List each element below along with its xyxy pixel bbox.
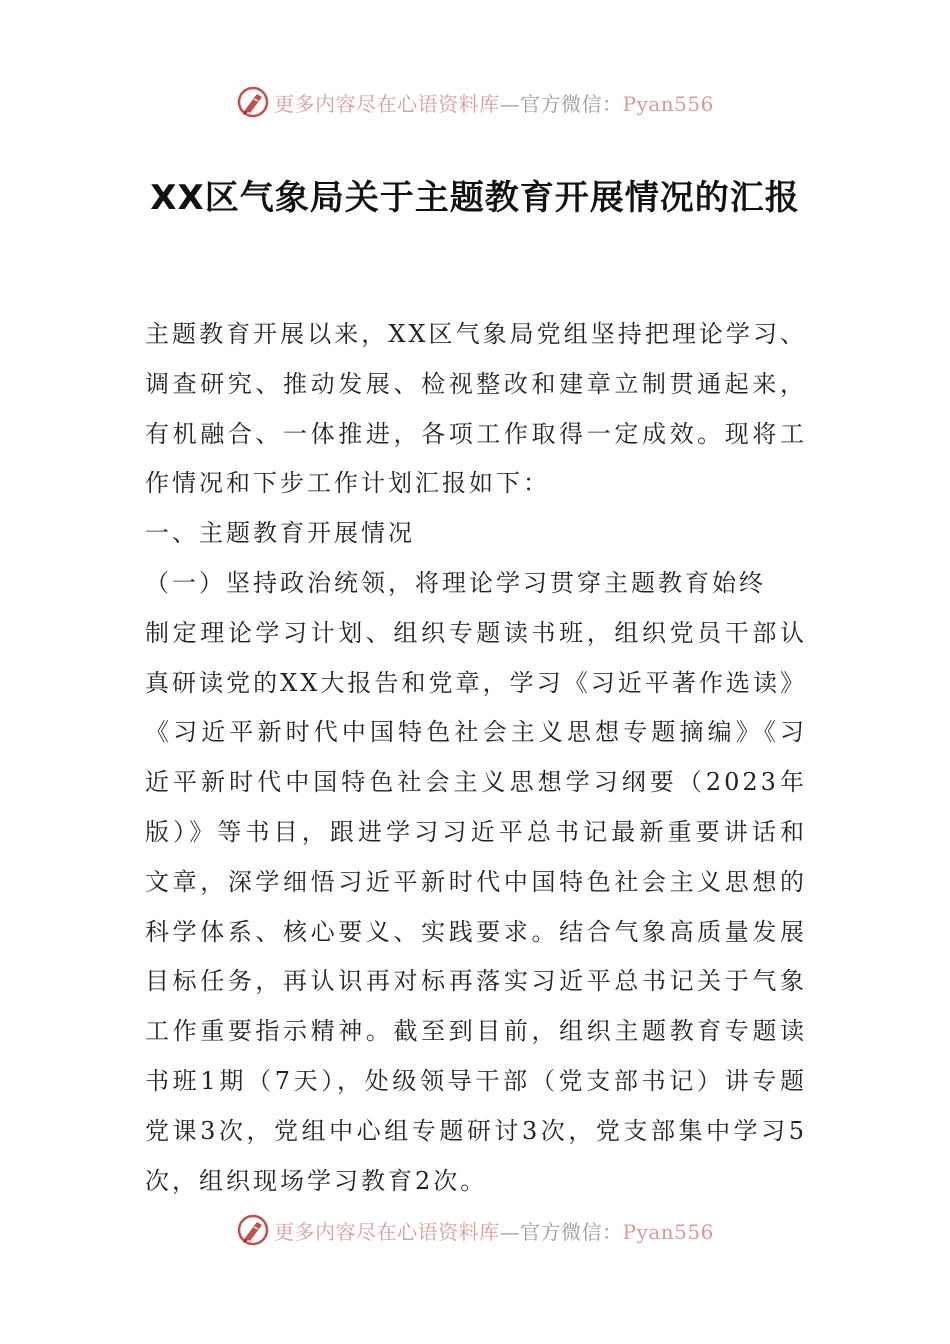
watermark-wechat-id: Pyan556 <box>622 91 714 116</box>
document-title: XX区气象局关于主题教育开展情况的汇报 <box>150 178 800 218</box>
header-watermark <box>0 82 950 122</box>
watermark-contact: —官方微信： <box>499 1219 623 1244</box>
footer-watermark <box>0 1210 950 1250</box>
document-body <box>145 310 807 1206</box>
watermark-contact: —官方微信： <box>499 91 623 116</box>
intro-paragraph: 主题教育开展以来，XX区气象局党组坚持把理论学习、调查研究、推动发展、检视整改和建章立制贯通起来，有机融合、一体推进，各项工作取得一定成效。现将工作情况和下步工作计划汇报如下： <box>145 320 807 498</box>
pen-nib-logo-icon <box>236 1213 270 1247</box>
body-paragraph: 制定理论学习计划、组织专题读书班，组织党员干部认真研读党的XX大报告和党章，学习《习近平著作选读》《习近平新时代中国特色社会主义思想专题摘编》《习近平新时代中国特色社会主义思想学习纲要（2023年版）》等书目，跟进学习习近平总书记最新重要讲话和文章，深学细悟习近平新时代中国特色社会主义思想的科学体系、核心要义、实践要求。结合气象高质量发展目标任务，再认识再对标再落实习近平总书记关于气象工作重要指示精神。截至到目前，组织主题教育专题读书班1期（7天），处级领导干部（党支部书记）讲专题党课3次，党组中心组专题研讨3次，党支部集中学习5次，组织现场学习教育2次。 <box>145 618 807 1195</box>
watermark-brand: 更多内容尽在心语资料库 <box>274 91 500 116</box>
watermark-text <box>274 88 714 117</box>
watermark-wechat-id: Pyan556 <box>622 1219 714 1244</box>
watermark-brand: 更多内容尽在心语资料库 <box>274 1219 500 1244</box>
subsection-heading: （一）坚持政治统领，将理论学习贯穿主题教育始终 <box>145 568 766 597</box>
pen-nib-logo-icon <box>236 85 270 119</box>
watermark-text <box>274 1216 714 1245</box>
section-heading: 一、主题教育开展情况 <box>145 519 415 548</box>
